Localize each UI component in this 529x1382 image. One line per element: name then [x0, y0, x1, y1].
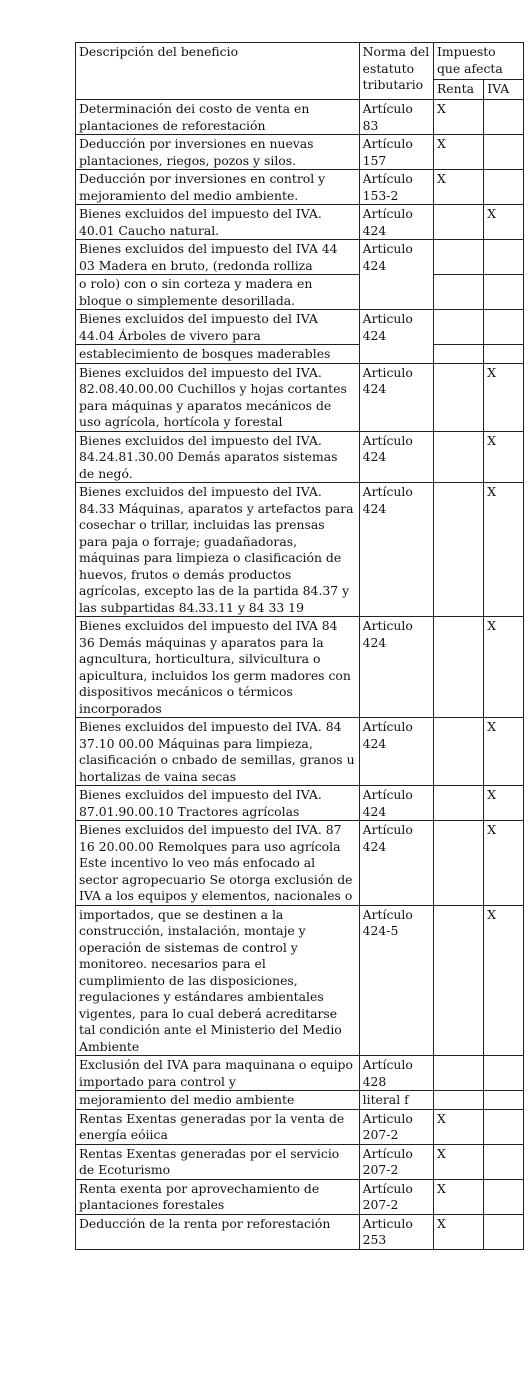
cell-iva: X — [484, 718, 524, 786]
cell-norma: Articulo 424 — [359, 363, 433, 431]
cell-norma: Artículo 424 — [359, 431, 433, 483]
cell-iva — [484, 275, 524, 310]
cell-renta — [433, 1091, 483, 1110]
cell-iva: X — [484, 431, 524, 483]
cell-renta — [433, 718, 483, 786]
cell-norma: Artículo 153-2 — [359, 170, 433, 205]
cell-iva: X — [484, 205, 524, 240]
table-row — [76, 1056, 524, 1091]
cell-norma: Artículo 207-2 — [359, 1144, 433, 1179]
cell-iva — [484, 100, 524, 135]
cell-description: Bienes excluidos del impuesto del IVA 44 03 Madera en bruto, (redonda rolliza — [76, 240, 360, 275]
cell-iva — [484, 1179, 524, 1214]
table-row — [76, 1179, 524, 1214]
table-row — [76, 205, 524, 240]
table-row-continuation — [76, 345, 524, 364]
cell-iva — [484, 310, 524, 345]
cell-norma: Articulo 424 — [359, 310, 433, 364]
table-row — [76, 821, 524, 906]
cell-description: Bienes excluidos del impuesto del IVA. 84 37.10 00.00 Máquinas para limpieza, clasificación o cnbado de semillas, granos u hortalizas de vaina secas — [76, 718, 360, 786]
cell-iva — [484, 1056, 524, 1091]
cell-description: Determinación dei costo de venta en plantaciones de reforestación — [76, 100, 360, 135]
cell-description: Rentas Exentas generadas por la venta de energía eóiica — [76, 1109, 360, 1144]
cell-description: mejoramiento del medio ambiente — [76, 1091, 360, 1110]
cell-description: Bienes excluidos del impuesto del IVA. 82.08.40.00.00 Cuchillos y hojas cortantes para máquinas y aparatos mecánicos de uso agrícola, hortícola y forestal — [76, 363, 360, 431]
cell-iva: X — [484, 905, 524, 1056]
header-row — [76, 43, 524, 80]
cell-description: Deducción por inversiones en nuevas plantaciones, riegos, pozos y silos. — [76, 135, 360, 170]
cell-description: Bienes excluidos del impuesto del IVA. 84.24.81.30.00 Demás aparatos sistemas de negó. — [76, 431, 360, 483]
table-row — [76, 786, 524, 821]
cell-description: Renta exenta por aprovechamiento de plantaciones forestales — [76, 1179, 360, 1214]
cell-renta — [433, 431, 483, 483]
cell-renta: X — [433, 1109, 483, 1144]
header-descripcion: Descripción del beneficio — [76, 43, 360, 100]
cell-norma: Articulo 424 — [359, 240, 433, 310]
table-row — [76, 1109, 524, 1144]
cell-norma: Artículo 424 — [359, 205, 433, 240]
table-row — [76, 1144, 524, 1179]
cell-renta: X — [433, 170, 483, 205]
cell-norma: Articulo 253 — [359, 1214, 433, 1249]
cell-description: o rolo) con o sin corteza y madera en bloque o simplemente desorillada. — [76, 275, 360, 310]
table-row — [76, 483, 524, 617]
cell-description: Bienes excluidos del impuesto del IVA. 87.01.90.00.10 Tractores agrícolas — [76, 786, 360, 821]
cell-renta: X — [433, 1179, 483, 1214]
cell-description: Rentas Exentas generadas por el servicio de Ecoturismo — [76, 1144, 360, 1179]
table-row — [76, 310, 524, 345]
cell-norma: Articulo 207-2 — [359, 1109, 433, 1144]
cell-iva: X — [484, 617, 524, 718]
cell-norma: Artículo 424 — [359, 821, 433, 906]
cell-renta — [433, 275, 483, 310]
cell-iva: X — [484, 483, 524, 617]
header-norma: Norma del estatuto tributario — [359, 43, 433, 100]
cell-norma: Artículo 157 — [359, 135, 433, 170]
cell-renta — [433, 483, 483, 617]
cell-renta: X — [433, 1214, 483, 1249]
table-row — [76, 431, 524, 483]
cell-description: Deducción por inversiones en control y mejoramiento del medio ambiente. — [76, 170, 360, 205]
table-row — [76, 170, 524, 205]
cell-renta — [433, 310, 483, 345]
cell-description: Bienes excluidos del impuesto del IVA. 87 16 20.00.00 Remolques para uso agrícola Este incentivo lo veo más enfocado al sector agropecuario Se otorga exclusión de IVA a los equipos y elementos, nacionales o — [76, 821, 360, 906]
cell-iva — [484, 170, 524, 205]
cell-renta — [433, 345, 483, 364]
cell-renta: X — [433, 100, 483, 135]
cell-norma: Artículo 424 — [359, 718, 433, 786]
cell-description: Bienes excluidos del impuesto del IVA 44.04 Árboles de vivero para — [76, 310, 360, 345]
cell-iva — [484, 240, 524, 275]
table-row-continuation — [76, 275, 524, 310]
cell-iva — [484, 1091, 524, 1110]
cell-iva — [484, 345, 524, 364]
cell-description: establecimiento de bosques maderables — [76, 345, 360, 364]
cell-description: importados, que se destinen a la construcción, instalación, montaje y operación de sistemas de control y monitoreo. necesarios para el cumplimiento de las disposiciones, regulaciones y estándares ambientales vigentes, para lo cual deberá acreditarse tal condición ante el Ministerio del Medio Ambiente — [76, 905, 360, 1056]
cell-iva: X — [484, 363, 524, 431]
cell-renta: X — [433, 135, 483, 170]
cell-norma: Artículo 424 — [359, 483, 433, 617]
cell-norma: Artículo 428 — [359, 1056, 433, 1091]
header-impuesto: Impuesto que afecta — [433, 43, 523, 80]
table-row — [76, 1214, 524, 1249]
cell-norma: Artículo 207-2 — [359, 1179, 433, 1214]
cell-iva: X — [484, 821, 524, 906]
header-renta: Renta — [433, 80, 483, 100]
cell-norma: Artículo 424-5 — [359, 905, 433, 1056]
table-row — [76, 718, 524, 786]
table-row — [76, 617, 524, 718]
cell-description: Exclusión del IVA para maquinana o equipo importado para control y — [76, 1056, 360, 1091]
cell-description: Deducción de la renta por reforestación — [76, 1214, 360, 1249]
cell-renta — [433, 363, 483, 431]
table-row — [76, 905, 524, 1056]
table-row — [76, 100, 524, 135]
cell-iva: X — [484, 786, 524, 821]
cell-renta — [433, 786, 483, 821]
cell-norma: literal f — [359, 1091, 433, 1110]
header-iva: IVA — [484, 80, 524, 100]
cell-iva — [484, 135, 524, 170]
cell-renta: X — [433, 1144, 483, 1179]
cell-renta — [433, 205, 483, 240]
table-row — [76, 135, 524, 170]
cell-description: Bienes excluidos del impuesto del IVA. 40.01 Caucho natural. — [76, 205, 360, 240]
cell-norma: Artículo 83 — [359, 100, 433, 135]
cell-iva — [484, 1109, 524, 1144]
cell-norma: Artículo 424 — [359, 786, 433, 821]
cell-renta — [433, 821, 483, 906]
cell-renta — [433, 617, 483, 718]
cell-renta — [433, 905, 483, 1056]
cell-norma: Articulo 424 — [359, 617, 433, 718]
cell-iva — [484, 1214, 524, 1249]
table-row-continuation — [76, 1091, 524, 1110]
cell-renta — [433, 240, 483, 275]
table-row — [76, 240, 524, 275]
cell-description: Bienes excluidos del impuesto del IVA. 84.33 Máquinas, aparatos y artefactos para cosechar o trillar, incluidas las prensas para paja o forraje; guadañadoras, máquinas para limpieza o clasificación de huevos, frutos o demás productos agrícolas, excepto las de la partida 84.37 y las subpartidas 84.33.11 y 84 33 19 — [76, 483, 360, 617]
table-row — [76, 363, 524, 431]
cell-renta — [433, 1056, 483, 1091]
cell-iva — [484, 1144, 524, 1179]
cell-description: Bienes excluidos del impuesto del IVA 84 36 Demás máquinas y aparatos para la agncultura, horticultura, silvicultura o apicultura, incluidos los germ madores con dispositivos mecánicos o térmicos incorporados — [76, 617, 360, 718]
tax-benefits-table — [75, 42, 524, 1250]
